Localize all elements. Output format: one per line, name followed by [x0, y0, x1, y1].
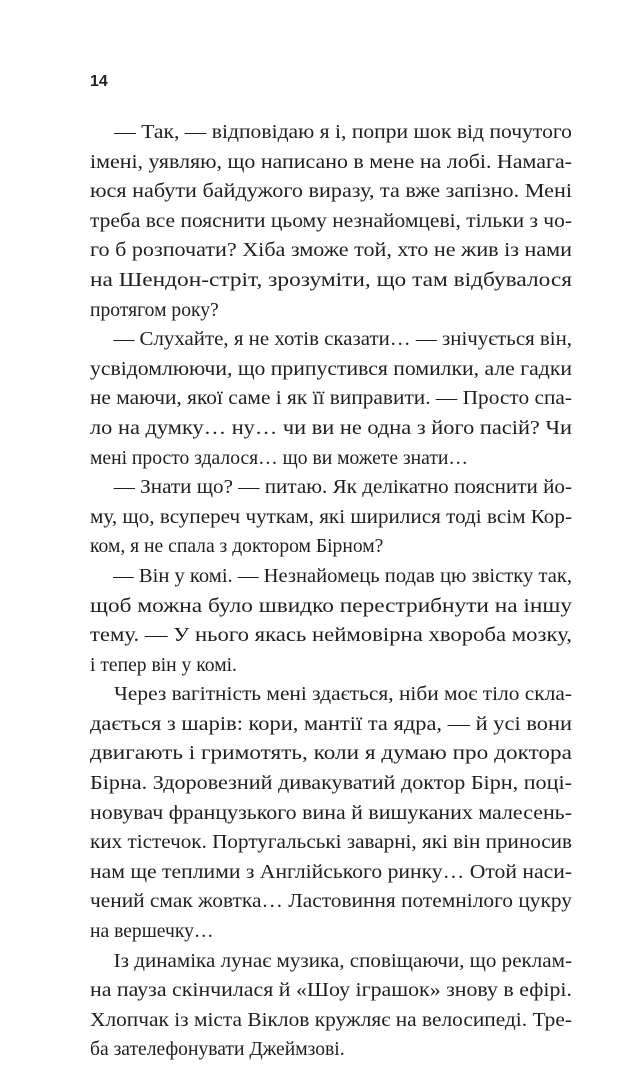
text-line — [90, 296, 572, 326]
text-line-content: — Слухайте, я не хотів сказати… — знічується він, — [113, 329, 572, 351]
text-line — [90, 739, 572, 769]
text-line — [90, 976, 572, 1006]
text-line — [90, 503, 572, 533]
text-line-content: — Він у комі. — Незнайомець подав цю звістку так, — [113, 565, 572, 587]
text-line-content: імені, уявляю, що написано в мене на лобі. Намага- — [90, 151, 572, 173]
text-line-content: усвідомлюючи, що припустився помилки, але гадки — [90, 358, 572, 380]
text-line-content: не маючи, якої саме і як її виправити. — Просто спа- — [90, 388, 572, 410]
text-line-content: чений смак жовтка… Ластовиння потемнілого цукру — [90, 891, 572, 913]
text-line-content: треба все пояснити цьому незнайомцеві, тільки з чо- — [90, 210, 572, 232]
text-line — [90, 858, 572, 888]
text-line — [90, 799, 572, 829]
text-line — [90, 592, 572, 622]
text-line — [90, 384, 572, 414]
text-line-content: на вершечку… — [90, 921, 214, 943]
text-line-content: протягом року? — [90, 299, 219, 321]
text-line — [90, 621, 572, 651]
text-line — [90, 710, 572, 740]
text-line — [90, 414, 572, 444]
text-line-content: мені просто здалося… що ви можете знати… — [90, 447, 468, 469]
text-line-content: Із динаміка лунає музика, сповіщаючи, що реклам- — [113, 950, 572, 972]
text-line — [90, 680, 572, 710]
text-line — [90, 532, 572, 562]
text-line — [90, 118, 572, 148]
text-line — [90, 562, 572, 592]
text-line-content: ких тістечок. Португальські заварні, які він приносив — [90, 832, 572, 854]
text-line — [90, 1006, 572, 1036]
text-line-content: юся набути байдужого виразу, та вже запізно. Мені — [90, 181, 572, 203]
text-line-content: Хлопчак із міста Віклов кружляє на велосипеді. Тре- — [90, 1009, 572, 1031]
text-line — [90, 266, 572, 296]
text-line — [90, 148, 572, 178]
text-line-content: го б розпочати? Хіба зможе той, хто не жив із нами — [90, 240, 572, 262]
text-line-content: на пауза скінчилася й «Шоу іграшок» знову в ефірі. — [90, 980, 572, 1002]
text-line-content: двигають і гримотять, коли я думаю про доктора — [90, 743, 572, 765]
page-number: 14 — [90, 73, 108, 90]
text-line-content: му, що, всупереч чуткам, які ширилися тоді всім Кор- — [90, 506, 572, 528]
text-line-content: тему. — У нього якась неймовірна хвороба мозку, — [90, 625, 572, 647]
text-line-content: і тепер він у комі. — [90, 654, 237, 676]
body-text — [90, 118, 572, 1065]
text-line-content: — Знати що? — питаю. Як делікатно пояснити йо- — [113, 477, 572, 499]
text-line — [90, 917, 572, 947]
text-line — [90, 207, 572, 237]
text-line-content: дається з шарів: кори, мантії та ядра, — й усі вони — [90, 713, 572, 735]
text-line — [90, 325, 572, 355]
text-line — [90, 947, 572, 977]
text-line-content: Через вагітність мені здається, ніби моє тіло скла- — [114, 684, 573, 706]
text-line-content: щоб можна було швидко перестрибнути на іншу — [90, 595, 572, 617]
text-line-content: ба зателефонувати Джеймзові. — [90, 1039, 345, 1061]
text-line — [90, 444, 572, 474]
text-line-content: ло на думку… ну… чи ви не одна з його пасій? Чи — [90, 417, 572, 439]
text-line-content: — Так, — відповідаю я і, попри шок від почутого — [114, 122, 572, 143]
text-line — [90, 828, 572, 858]
text-line — [90, 887, 572, 917]
text-line-content: новувач французького вина й вишуканих малесень- — [90, 802, 572, 824]
text-line — [90, 473, 572, 503]
text-line-content: Бірна. Здоровезний дивакуватий доктор Бірн, поці- — [90, 773, 572, 795]
text-line — [90, 1035, 572, 1065]
text-line-content: нам ще теплими з Англійського ринку… Отой наси- — [90, 861, 572, 883]
text-line-content: на Шендон-стріт, зрозуміти, що там відбувалося — [90, 269, 572, 291]
text-line — [90, 651, 572, 681]
text-line — [90, 177, 572, 207]
text-line-content: ком, я не спала з доктором Бірном? — [90, 536, 384, 558]
text-line — [90, 769, 572, 799]
text-line — [90, 236, 572, 266]
text-line — [90, 355, 572, 385]
